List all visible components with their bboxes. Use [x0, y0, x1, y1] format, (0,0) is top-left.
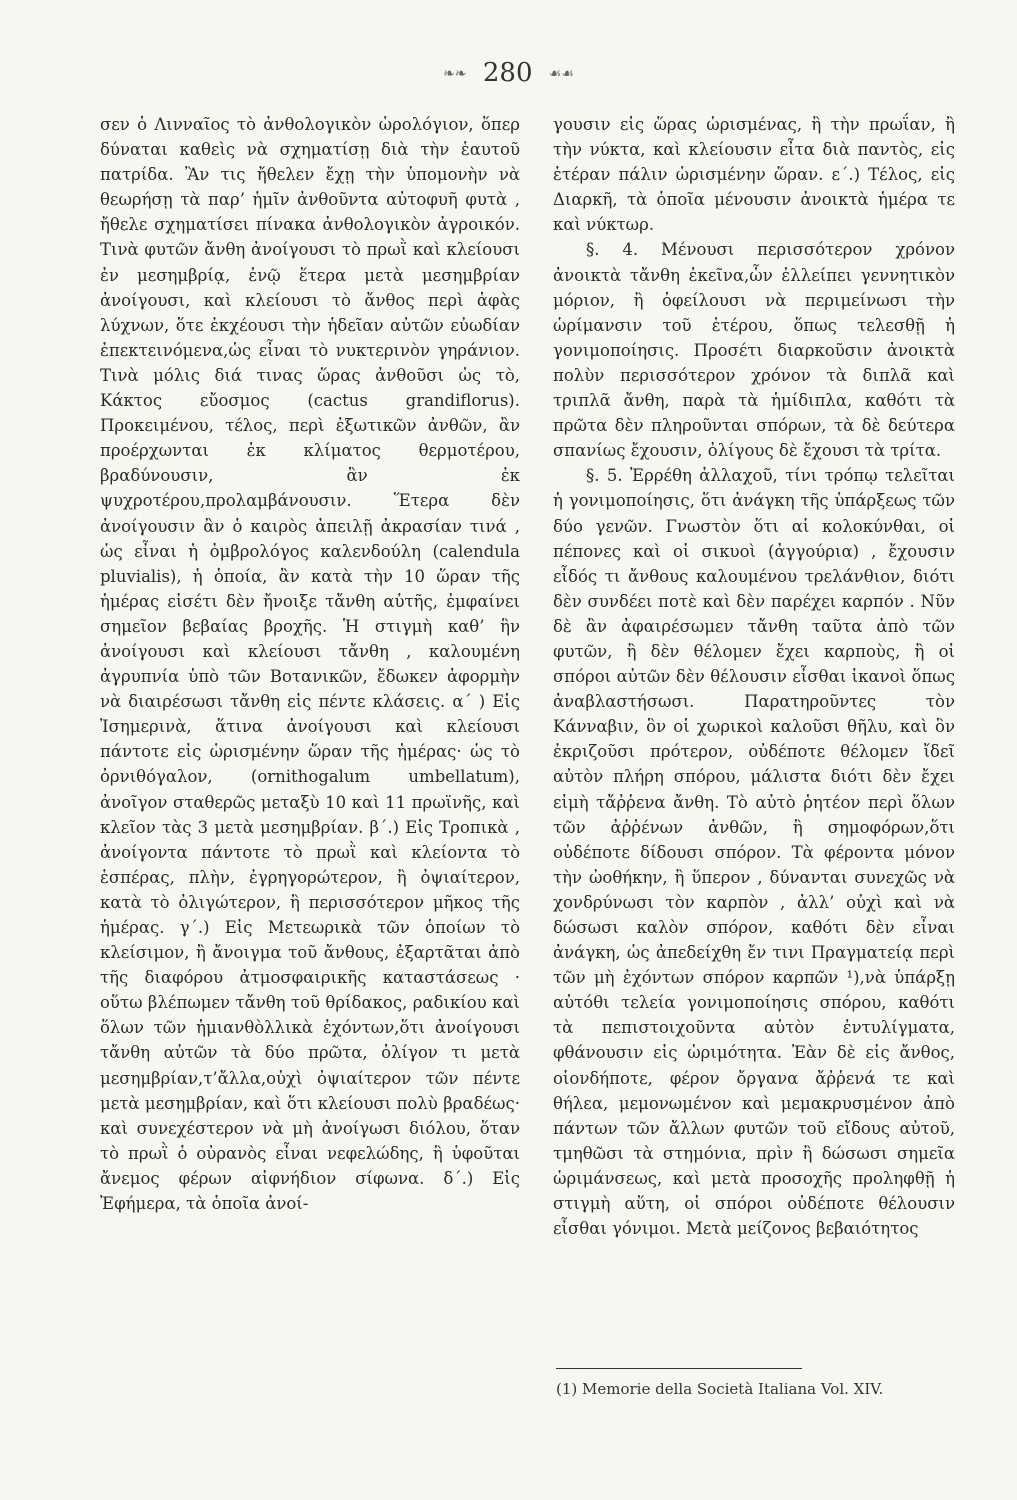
page-number: 280: [482, 58, 533, 88]
paragraph: §. 4. Μένουσι περισσότερον χρόνον ἀνοικτὰ τἄνθη ἐκεῖνα,ὧν ἐλλείπει γεννητικὸν μόριον, ἢ ὀφείλουσι νὰ περιμείνωσι τὴν ὡρίμανσιν τοῦ ἑτέρου, ὅπως τελεσθῇ ἡ γονιμοποίησις. Προσέτι διαρκοῦσιν ἀνοικτὰ πολὺν περισσότερον χρόνον τὰ διπλᾶ καὶ τριπλᾶ ἄνθη, παρὰ τὰ ἡμίδιπλα, καθότι τὰ πρῶτα δὲν πληροῦνται σπόρων, τὰ δὲ δεύτερα σπανίως ἔχουσιν, ὀλίγους δὲ ἔχουσι τὰ τρίτα.: [553, 240, 955, 461]
ornament-left-icon: ❧❧: [443, 66, 467, 82]
left-column: [100, 112, 520, 1216]
paragraph: σεν ὁ Λινναῖος τὸ ἀνθολογικὸν ὡρολόγιον, ὅπερ δύναται καθεὶς νὰ σχηματίσῃ διὰ τὴν ἑαυτοῦ πατρίδα. Ἂν τις ἤθελεν ἔχῃ τὴν ὑπομονὴν νὰ θεωρήσῃ τὰ παρ’ ἡμῖν ἀνθοῦντα αὐτοφυῆ φυτὰ , ἤθελε σχηματίσει πίνακα ἀνθολογικὸν ἀγροικόν. Τινὰ φυτῶν ἄνθη ἀνοίγουσι τὸ πρωῒ καὶ κλείουσι ἐν μεσημβρίᾳ, ἐνῷ ἕτερα μετὰ μεσημβρίαν ἀνοίγουσι, καὶ κλείουσι τὸ ἄνθος περὶ ἁφὰς λύχνων, ὅτε ἐκχέουσι τὴν ἡδεῖαν αὐτῶν εὐωδίαν ἐπεκτεινόμενα,ὡς εἶναι τὸ νυκτερινὸν γηράνιον. Τινὰ μόλις διά τινας ὥρας ἀνθοῦσι ὡς τὸ, Κάκτος εὔοσμος (cactus grandiflorus). Προκειμένου, τέλος, περὶ ἐξωτικῶν ἀνθῶν, ἂν προέρχωνται ἐκ κλίματος θερμοτέρου, βραδύνουσιν, ἂν ἐκ ψυχροτέρου,προλαμβάνουσιν. Ἕτερα δὲν ἀνοίγουσιν ἂν ὁ καιρὸς ἀπειλῇ ἀκρασίαν τινά , ὡς εἶναι ἡ ὀμβρολόγος καλενδούλη (calendula pluvialis), ἡ ὁποία, ἂν κατὰ τὴν 10 ὥραν τῆς ἡμέρας εἰσέτι δὲν ἤνοιξε τἄνθη αὐτῆς, ἐμφαίνει σημεῖον βεβαίας βροχῆς. Ἡ στιγμὴ καθ’ ἣν ἀνοίγουσι καὶ κλείουσι τἄνθη , καλουμένη ἀγρυπνία ὑπὸ τῶν Βοτανικῶν, ἔδωκεν ἀφορμὴν νὰ διαιρέσωσι τἄνθη εἰς πέντε κλάσεις. α΄ ) Εἰς Ἰσημερινὰ, ἅτινα ἀνοίγουσι καὶ κλείουσι πάντοτε εἰς ὡρισμένην ὥραν τῆς ἡμέρας· ὡς τὸ ὀρνιθόγαλον, (ornithogalum umbellatum), ἀνοῖγον σταθερῶς μεταξὺ 10 καὶ 11 πρωϊνῆς, καὶ κλεῖον τὰς 3 μετὰ μεσημβρίαν. β΄.) Εἰς Τροπικὰ , ἀνοίγοντα πάντοτε τὸ πρωῒ καὶ κλείοντα τὸ ἑσπέρας, πλὴν, ἐγρηγορώτερον, ἢ ὀψιαίτερον, κατὰ τὸ ὀλιγώτερον, ἢ περισσότερον μῆκος τῆς ἡμέρας. γ΄.) Εἰς Μετεωρικὰ τῶν ὁποίων τὸ κλείσιμον, ἢ ἄνοιγμα τοῦ ἄνθους, ἐξαρτᾶται ἀπὸ τῆς διαφόρου ἀτμοσφαιρικῆς καταστάσεως · οὕτω βλέπωμεν τἄνθη τοῦ θρίδακος, ραδικίου καὶ ὅλων τῶν ἡμιανθὸλλικὰ ἐχόντων,ὅτι ἀνοίγουσι τἄνθη αὐτῶν τὰ δύο πρῶτα, ὀλίγον τι μετὰ μεσημβρίαν,τ’ἄλλα,οὐχὶ ὀψιαίτερον τῶν πέντε μετὰ μεσημβρίαν, καὶ ὅτι κλείουσι πολὺ βραδέως· καὶ συνεχέστερον νὰ μὴ ἀνοίγωσι διόλου, ὅταν τὸ πρωῒ ὁ οὐρανὸς εἶναι νεφελώδης, ἢ ὑφοῦται ἄνεμος φέρων αἰφνήδιον σίφωνα. δ΄.) Εἰς Ἐφήμερα, τὰ ὁποῖα ἀνοί-: [100, 115, 520, 1214]
ornament-right-icon: ☙☙: [548, 66, 574, 82]
page-header: [0, 58, 1017, 88]
paragraph: §. 5. Ἐρρέθη ἀλλαχοῦ, τίνι τρόπῳ τελεῖται ἡ γονιμοποίησις, ὅτι ἀνάγκη τῆς ὑπάρξεως τῶν δύο γενῶν. Γνωστὸν ὅτι αἱ κολοκύνθαι, οἱ πέπονες καὶ οἱ σικυοὶ (ἀγγούρια) , ἔχουσιν εἶδός τι ἄνθους καλουμένου τρελάνθιον, διότι δὲν συνδέει ποτὲ καὶ δὲν παρέχει καρπόν . Νῦν δὲ ἂν ἀφαιρέσωμεν τἄνθη ταῦτα ἀπὸ τῶν φυτῶν, ἢ δὲν θέλομεν ἔχει καρποὺς, ἢ οἱ σπόροι αὐτῶν δὲν θέλουσιν εἶσθαι ἱκανοὶ ὅπως ἀναβλαστήσωσι. Παρατηροῦντες τὸν Κάνναβιν, ὃν οἱ χωρικοὶ καλοῦσι θῆλυ, καὶ ὃν ἐκριζοῦσι πρότερον, οὐδέποτε θέλομεν ἴδεῖ αὐτὸν πλήρη σπόρου, μάλιστα διότι δὲν ἔχει εἰμὴ τἄῤῥενα ἄνθη. Τὸ αὐτὸ ῥητέον περὶ ὅλων τῶν ἀῤῥένων ἀνθῶν, ἢ σημοφόρων,ὅτι οὐδέποτε δίδουσι σπόρον. Τὰ φέροντα μόνον τὴν ὠοθήκην, ἢ ὕπερον , δύνανται συνεχῶς νὰ χονδρύνωσι τὸν καρπὸν , ἀλλ’ οὐχὶ καὶ νὰ δώσωσι καλὸν σπόρον, καθότι δὲν εἶναι ἀνάγκη, ὡς ἀπεδείχθη ἔν τινι Πραγματείᾳ περὶ τῶν μὴ ἐχόντων σπόρον καρπῶν ¹),νὰ ὑπάρξῃ αὐτόθι τελεία γονιμοποίησις σπόρου, καθότι τὰ πεπιστοιχοῦντα αὐτὸν ἐντυλίγματα, φθάνουσιν εἰς ὡριμότητα. Ἐὰν δὲ εἰς ἄνθος, οἱονδήποτε, φέρον ὄργανα ἄῤῥενά τε καὶ θήλεα, μεμονωμένον καὶ μεμακρυσμένον ἀπὸ πάντων τῶν ἄλλων φυτῶν τοῦ εἴδους αὐτοῦ, τμηθῶσι τὰ στημόνια, πρὶν ἢ δώσωσι σημεῖα ὡριμάνσεως, καὶ μετὰ προσοχῆς προληφθῇ ἡ στιγμὴ αὕτη, οἱ σπόροι οὐδέποτε θέλουσιν εἶσθαι γόνιμοι. Μετὰ μείζονος βεβαιότητος: [553, 466, 955, 1239]
paragraph: γουσιν εἰς ὥρας ὡρισμένας, ἢ τὴν πρωΐαν, ἢ τὴν νύκτα, καὶ κλείουσιν εἶτα διὰ παντὸς, εἰς ἑτέραν πάλιν ὡρισμένην ὥραν. ε΄.) Τέλος, εἰς Διαρκῆ, τὰ ὁποῖα μένουσιν ἀνοικτὰ ἡμέρα τε καὶ νύκτωρ.: [553, 115, 955, 235]
footnote: (1) Memorie della Società Italiana Vol. XIV.: [556, 1380, 884, 1398]
right-column: [553, 112, 955, 1241]
footnote-rule: [556, 1368, 802, 1369]
